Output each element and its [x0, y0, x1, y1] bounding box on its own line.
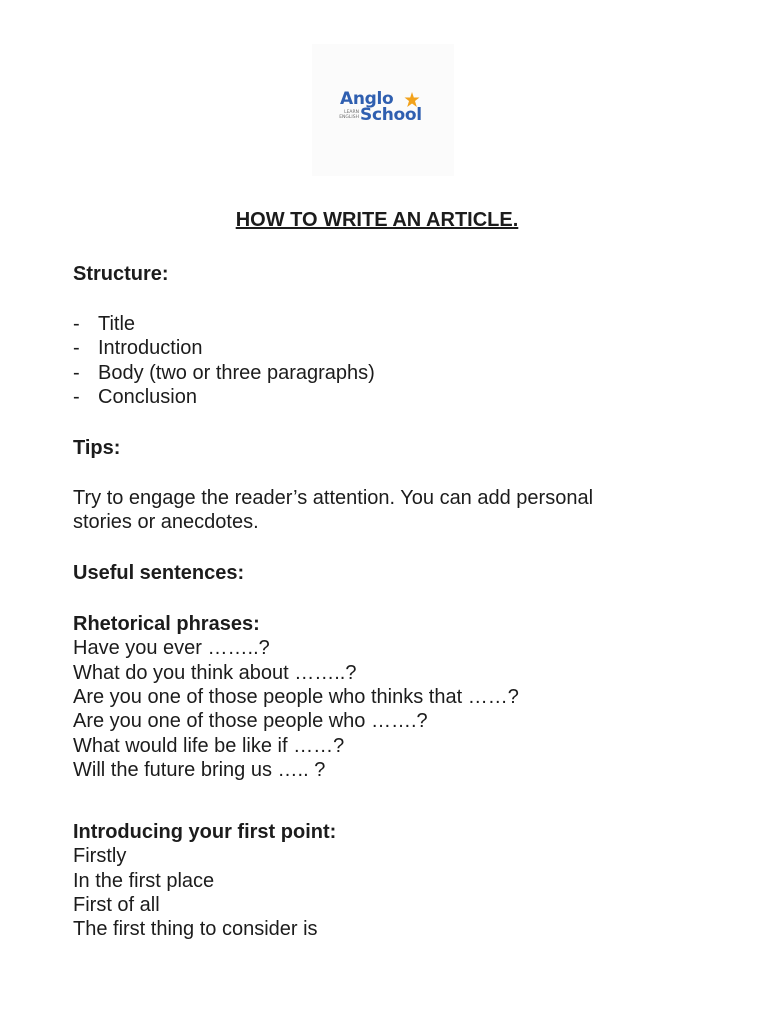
logo-text-school: School [360, 105, 422, 125]
rhetorical-line: What would life be like if ……? [73, 735, 345, 757]
structure-item: Introduction [98, 337, 203, 359]
first-point-line: Firstly [73, 845, 127, 867]
structure-item: Conclusion [98, 386, 197, 408]
logo-text-anglo: Anglo [340, 89, 394, 109]
first-point-line: The first thing to consider is [73, 918, 318, 940]
tips-text-line: stories or anecdotes. [73, 511, 259, 533]
rhetorical-line: Are you one of those people who …….? [73, 710, 428, 732]
structure-heading: Structure: [73, 263, 169, 285]
rhetorical-line: Will the future bring us ….. ? [73, 759, 326, 781]
structure-item: Body (two or three paragraphs) [98, 362, 375, 384]
star-icon [404, 92, 420, 108]
bullet-dash: - [73, 337, 80, 359]
useful-sentences-heading: Useful sentences: [73, 562, 245, 584]
structure-item: Title [98, 313, 136, 335]
first-point-line: First of all [73, 894, 160, 916]
rhetorical-line: What do you think about ……..? [73, 662, 357, 684]
rhetorical-line: Are you one of those people who thinks that ……? [73, 686, 519, 708]
tips-heading: Tips: [73, 437, 121, 459]
page-title: HOW TO WRITE AN ARTICLE. [235, 209, 519, 231]
bullet-dash: - [73, 313, 80, 335]
rhetorical-heading: Rhetorical phrases: [73, 613, 260, 635]
tips-text-line: Try to engage the reader’s attention. You can add personal [73, 487, 594, 509]
first-point-heading: Introducing your first point: [73, 821, 337, 843]
bullet-dash: - [73, 386, 80, 408]
first-point-line: In the first place [73, 870, 215, 892]
logo-small-text: LEARN ENGLISH [339, 110, 359, 120]
logo [312, 44, 454, 176]
bullet-dash: - [73, 362, 80, 384]
rhetorical-line: Have you ever ……..? [73, 637, 270, 659]
